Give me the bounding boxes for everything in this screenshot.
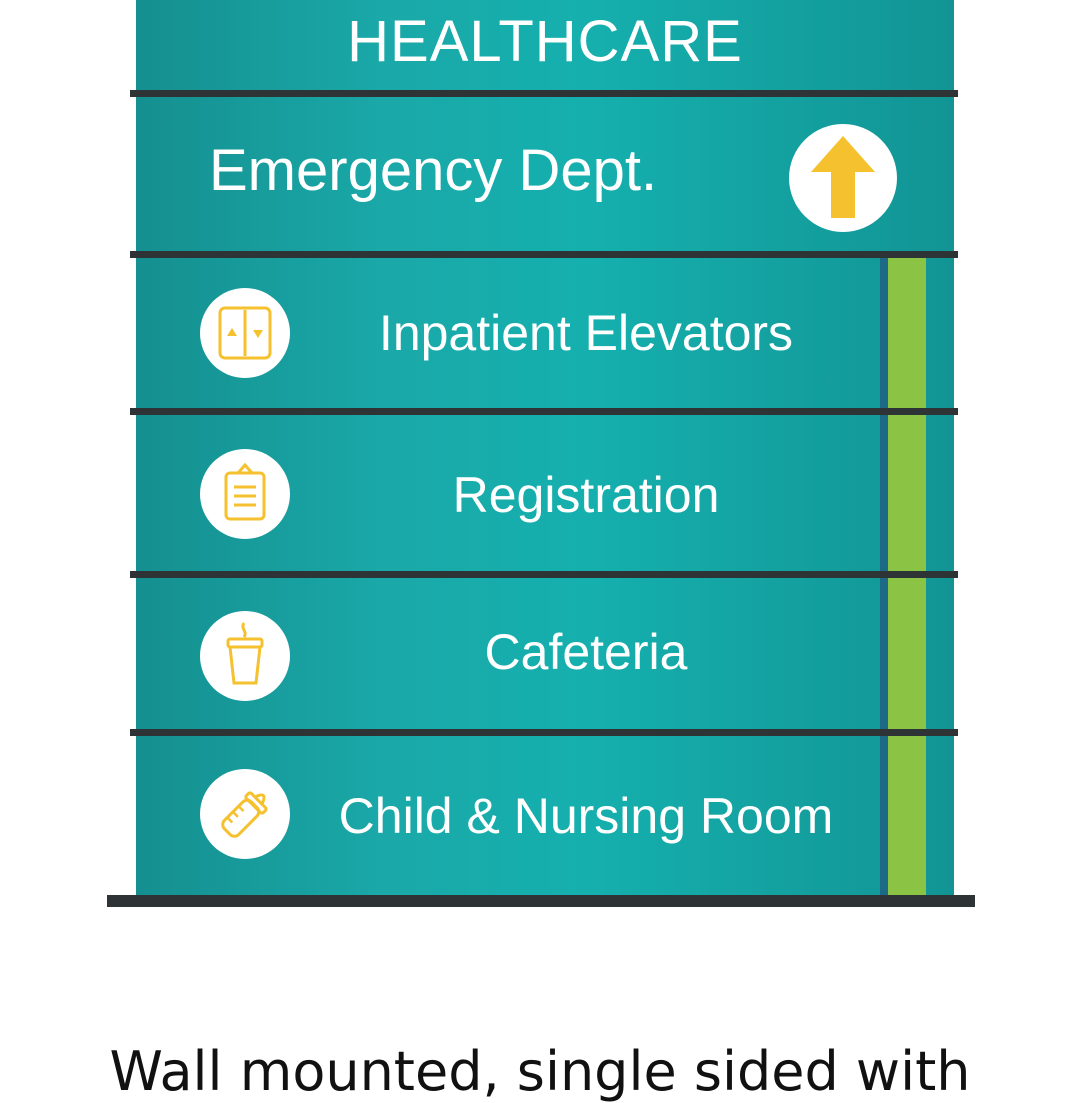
sign-row-nursing	[136, 737, 954, 895]
sign-row-elevators	[136, 258, 954, 410]
sign-divider	[130, 90, 958, 97]
sign-divider	[130, 408, 958, 415]
up-arrow-icon	[789, 124, 897, 232]
brand-name: HEALTHCARE	[347, 9, 743, 74]
brand-panel	[136, 0, 954, 92]
emergency-panel	[136, 97, 954, 252]
coffee-cup-icon	[200, 611, 290, 701]
sign-divider	[130, 251, 958, 258]
wayfinding-sign	[136, 0, 954, 898]
row-label-cafeteria: Cafeteria	[484, 624, 688, 680]
clipboard-icon	[200, 449, 290, 539]
sign-row-cafeteria	[136, 579, 954, 731]
sign-divider	[130, 729, 958, 736]
row-label-elevators: Inpatient Elevators	[378, 305, 794, 361]
elevator-icon	[200, 288, 290, 378]
row-label-nursing: Child & Nursing Room	[338, 788, 834, 844]
sign-row-registration	[136, 416, 954, 573]
sign-base-bar	[107, 895, 975, 907]
caption-text: Wall mounted, single sided with	[109, 1040, 971, 1103]
emergency-label: Emergency Dept.	[209, 138, 658, 203]
row-label-registration: Registration	[452, 467, 720, 523]
baby-bottle-icon	[200, 769, 290, 859]
sign-divider	[130, 571, 958, 578]
